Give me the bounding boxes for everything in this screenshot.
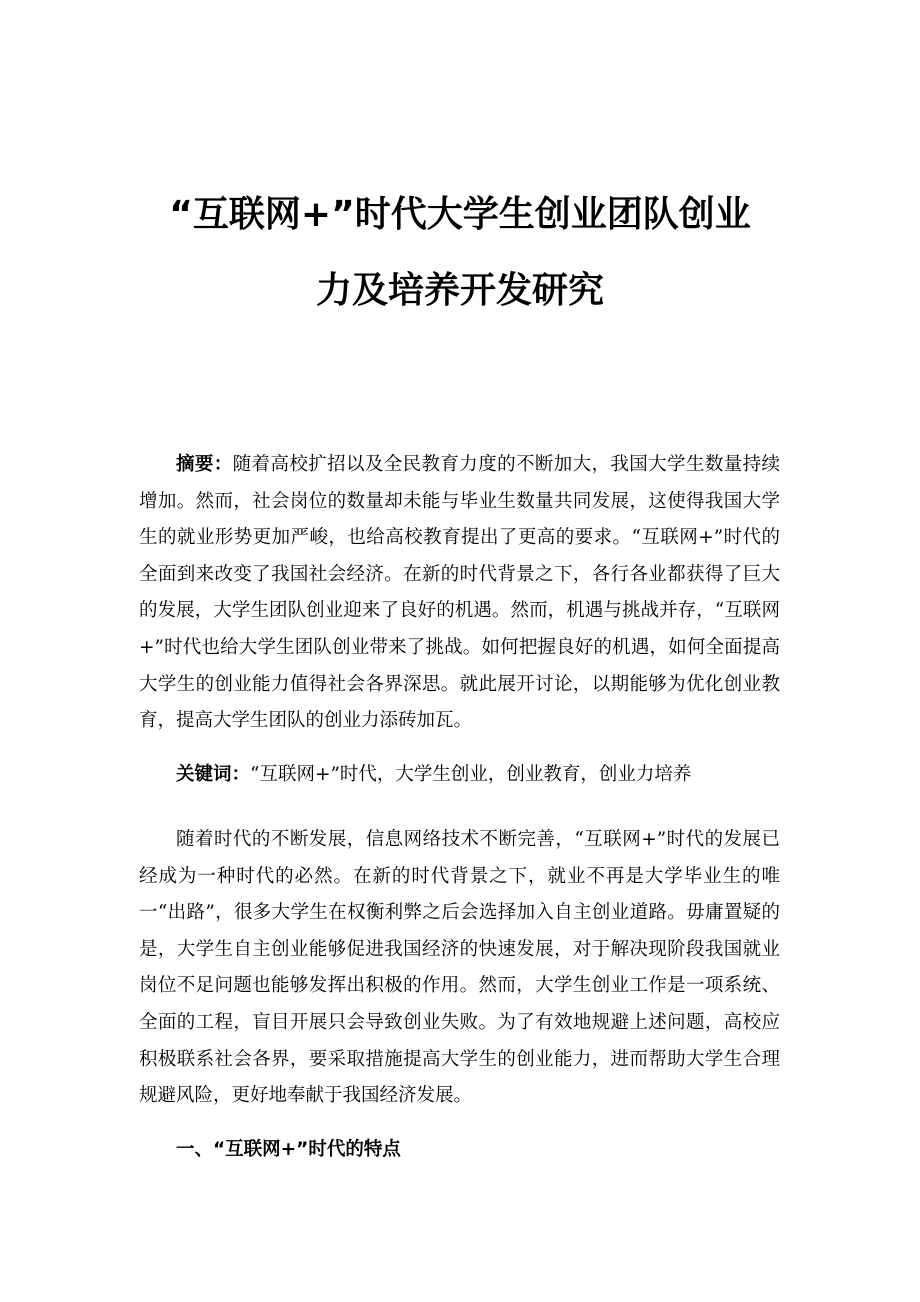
keywords-label: 关键词： [176, 764, 251, 785]
body-paragraph: 随着时代的不断发展，信息网络技术不断完善，“互联网+”时代的发展已经成为一种时代的必然。在新的时代背景之下，就业不再是大学毕业生的唯一“出路”，很多大学生在权衡利弊之后会选择加入自主创业道路。毋庸置疑的是，大学生自主创业能够促进我国经济的快速发展，对于解决现阶段我国就业岗位不足问题也能够发挥出积极的作用。然而，大学生创业工作是一项系统、全面的工程，盲目开展只会导致创业失败。为了有效地规避上述问题，高校应积极联系社会各界，要采取措施提高大学生的创业能力，进而帮助大学生合理规避风险，更好地奉献于我国经济发展。 [139, 829, 780, 1107]
abstract-text: 随着高校扩招以及全民教育力度的不断加大，我国大学生数量持续增加。然而，社会岗位的数量却未能与毕业生数量共同发展，这使得我国大学生的就业形势更加严峻，也给高校教育提出了更高的要求。“互联网+”时代的全面到来改变了我国社会经济。在新的时代背景之下，各行各业都获得了巨大的发展，大学生团队创业迎来了良好的机遇。然而，机遇与挑战并存，“互联网+”时代也给大学生团队创业带来了挑战。如何把握良好的机遇，如何全面提高大学生的创业能力值得社会各界深思。就此展开讨论，以期能够为优化创业教育，提高大学生团队的创业力添砖加瓦。 [139, 454, 780, 732]
abstract-paragraph [139, 447, 780, 740]
keywords-paragraph [139, 757, 780, 794]
paper-title-line-2: 力及培养开发研究 [315, 270, 604, 311]
section-heading: 一、“互联网+”时代的特点 [176, 1139, 401, 1160]
paper-title-line-1: “互联网+”时代大学生创业团队创业 [169, 194, 751, 235]
keywords-text: “互联网+”时代，大学生创业，创业教育，创业力培养 [250, 764, 692, 785]
abstract-label: 摘要： [176, 454, 233, 475]
